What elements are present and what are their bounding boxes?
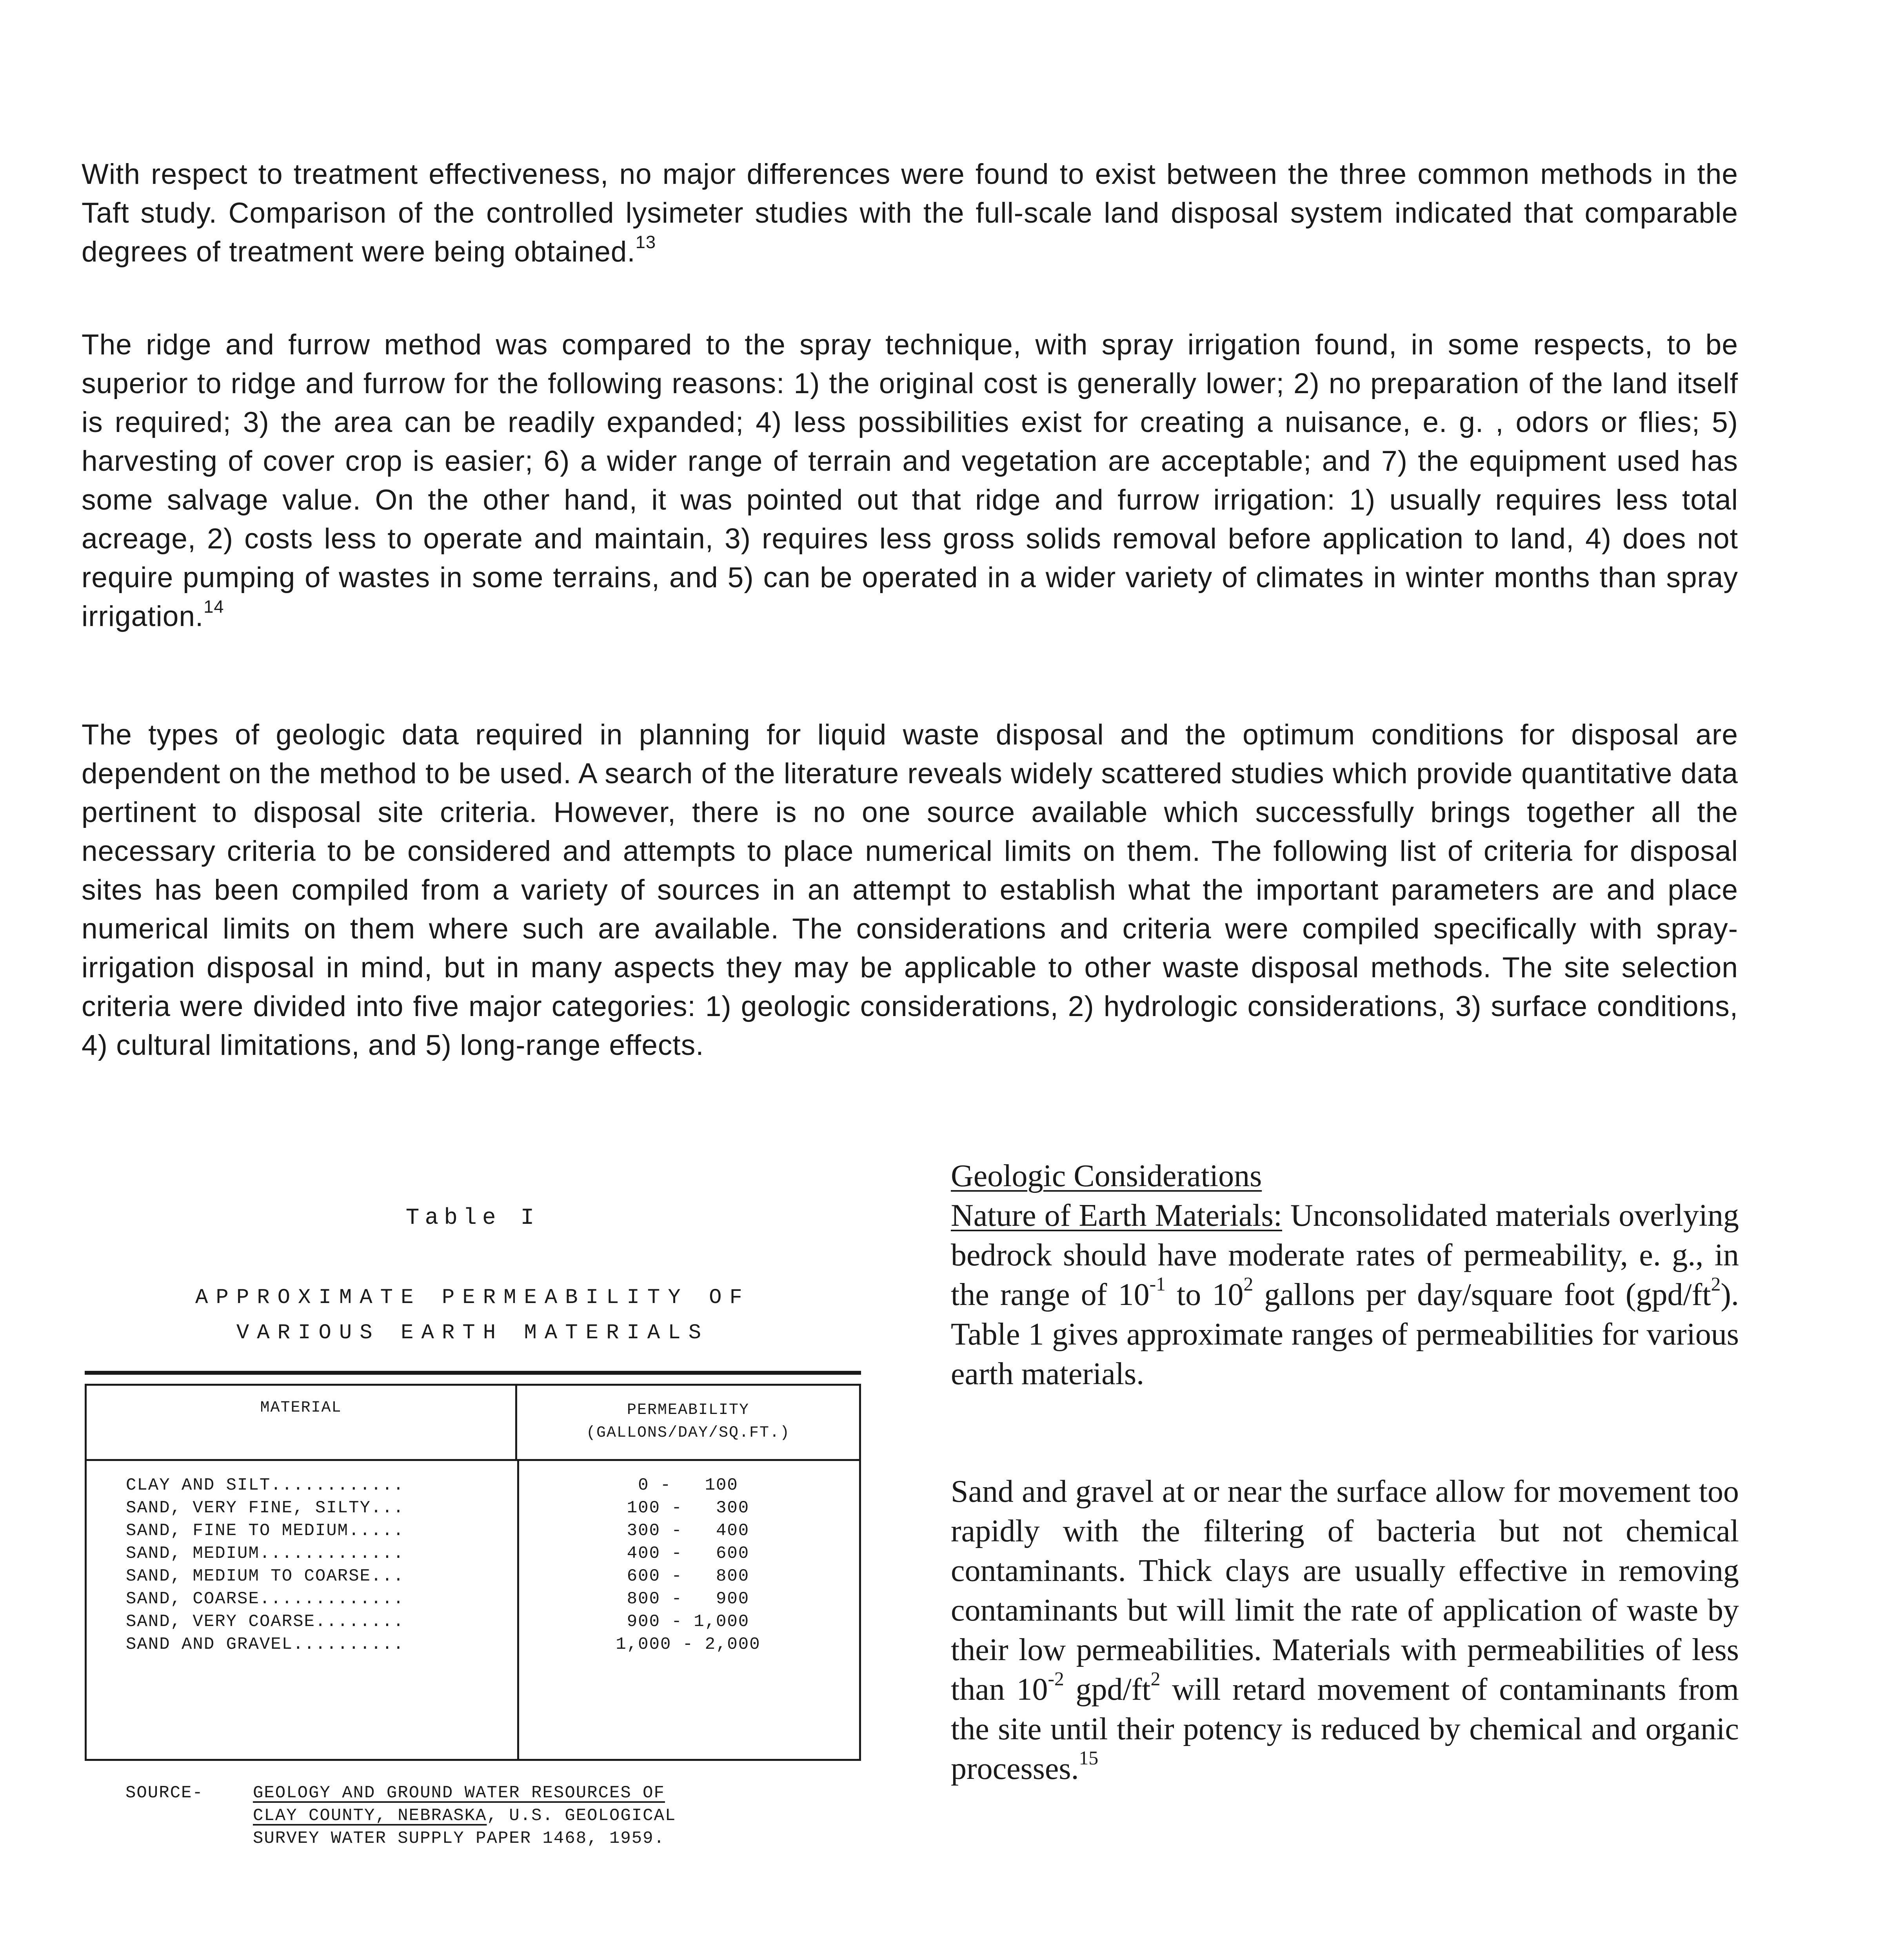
section-heading-text: Geologic Considerations: [951, 1159, 1262, 1193]
footnote-ref-13[interactable]: 13: [635, 232, 656, 252]
permeability-cell: 0 - 100: [638, 1475, 738, 1495]
permeability-cell: 1,000 - 2,000: [616, 1635, 761, 1654]
table-row: [87, 1497, 859, 1519]
paragraph-geologic-data: The types of geologic data required in planning for liquid waste disposal and the optimum conditions for disposal are dependent on the method to be used. A search of the literature reveals widely scattered studies which provide quantitative data pertinent to disposal site criteria. However, there is no one source available which successfully brings together all the necessary criteria to be considered and attempts to place numerical limits on them. The following list of criteria for disposal sites has been compiled from a variety of sources in an attempt to establish what the important parameters are and place numerical limits on them where such are available. The considerations and criteria were compiled specifically with spray-irrigation disposal in mind, but in many aspects they may be applicable to other waste disposal methods. The site selection criteria were divided into five major categories: 1) geologic considerations, 2) hydrologic considerations, 3) surface conditions, 4) cultural limitations, and 5) long-range effects.: [82, 719, 1738, 1061]
table-row: [87, 1519, 859, 1542]
permeability-cell: 300 - 400: [627, 1521, 750, 1541]
permeability-cell: 600 - 800: [627, 1566, 750, 1586]
permeability-cell: 800 - 900: [627, 1589, 750, 1609]
material-cell: SAND, VERY COARSE........: [126, 1612, 405, 1632]
table-top-rule: [85, 1371, 861, 1375]
material-cell: SAND, MEDIUM.............: [126, 1544, 405, 1563]
material-cell: SAND, FINE TO MEDIUM.....: [126, 1521, 405, 1541]
material-cell: CLAY AND SILT............: [126, 1475, 405, 1495]
material-cell: SAND, VERY FINE, SILTY...: [126, 1498, 405, 1518]
material-cell: SAND AND GRAVEL..........: [126, 1635, 405, 1654]
column-header-permeability-line1: PERMEABILITY: [627, 1401, 750, 1419]
source-title-part2: CLAY COUNTY, NEBRASKA: [253, 1806, 487, 1826]
column-header-permeability: [517, 1386, 859, 1461]
source-agency: , U.S. GEOLOGICAL: [487, 1806, 676, 1826]
table-row: [87, 1633, 859, 1656]
source-line3: SURVEY WATER SUPPLY PAPER 1468, 1959.: [253, 1829, 665, 1848]
paragraph-treatment-effectiveness: With respect to treatment effectiveness, no major differences were found to exist between the three common methods in the Taft study. Comparison of the controlled lysimeter studies with the full-scale land disposal system indicated that comparable degrees of treatment were being obtained.$^{13}$: [82, 158, 1738, 268]
permeability-cell: 400 - 600: [627, 1544, 750, 1563]
footnote-ref-14[interactable]: 14: [203, 597, 224, 617]
geologic-considerations-section: [951, 1156, 1739, 1394]
section-heading: [951, 1156, 1739, 1196]
column-header-permeability-line2: (GALLONS/DAY/SQ.FT.): [586, 1424, 790, 1442]
permeability-cell: 900 - 1,000: [627, 1612, 750, 1632]
material-cell: SAND, MEDIUM TO COARSE...: [126, 1566, 405, 1586]
column-header-material: MATERIAL: [87, 1386, 517, 1461]
footnote-ref-15[interactable]: 15: [1079, 1747, 1099, 1769]
table-row: [87, 1542, 859, 1565]
table-title-line1: APPROXIMATE PERMEABILITY OF: [195, 1286, 750, 1310]
table-title-line2: VARIOUS EARTH MATERIALS: [236, 1321, 709, 1345]
paragraph-ridge-furrow-comparison: The ridge and furrow method was compared to the spray technique, with spray irrigation found, in some respects, to be superior to ridge and furrow for the following reasons: 1) the original cost is generally lower; 2) no preparation of the land itself is required; 3) the area can be readily expanded; 4) less possibilities exist for creating a nuisance, e. g. , odors or flies; 5) harvesting of cover crop is easier; 6) a wider range of terrain and vegetation are acceptable; and 7) the equipment used has some salvage value. On the other hand, it was pointed out that ridge and furrow irrigation: 1) usually requires less total acreage, 2) costs less to operate and maintain, 3) requires less gross solids removal before application to land, 4) does not require pumping of wastes in some terrains, and 5) can be operated in a wider variety of climates in winter months than spray irrigation.$^{14}$: [82, 329, 1738, 632]
source-label: SOURCE-: [125, 1783, 203, 1803]
table-row: [87, 1565, 859, 1588]
table-row: [87, 1588, 859, 1610]
table-label: Table I: [405, 1205, 540, 1231]
source-line1: [253, 1782, 665, 1804]
sand-gravel-paragraph: Sand and gravel at or near the surface allow for movement too rapidly with the filtering of bacteria but not chemical contaminants. Thick clays are usually effective in removing contaminants but will limit the rate of application of waste by their low permeabilities. Materials with permeabilities of less than $10^{-2}$ gpd/$ft^2$ will retard movement of contaminants from the site until their potency is reduced by chemical and organic processes.$^{15}$: [951, 1474, 1739, 1786]
table-row: [87, 1474, 859, 1497]
source-title-part1: GEOLOGY AND GROUND WATER RESOURCES OF: [253, 1783, 665, 1803]
material-cell: SAND, COARSE.............: [126, 1589, 405, 1609]
permeability-table: [85, 1384, 861, 1761]
subheading-earth-materials: Nature of Earth Materials:: [951, 1198, 1282, 1233]
table-row: [87, 1610, 859, 1633]
earth-materials-paragraph: Nature of Earth Materials: Unconsolidated materials overlying bedrock should have moderate rates of permeability, e. g., in the range of $10^{-1}$ to $10^2$ gallons per day/square foot $(gpd/ft^2)$. Table 1 gives approximate ranges of permeabilities for various earth materials.: [951, 1198, 1739, 1391]
permeability-cell: 100 - 300: [627, 1498, 750, 1518]
source-line2: [253, 1804, 676, 1827]
